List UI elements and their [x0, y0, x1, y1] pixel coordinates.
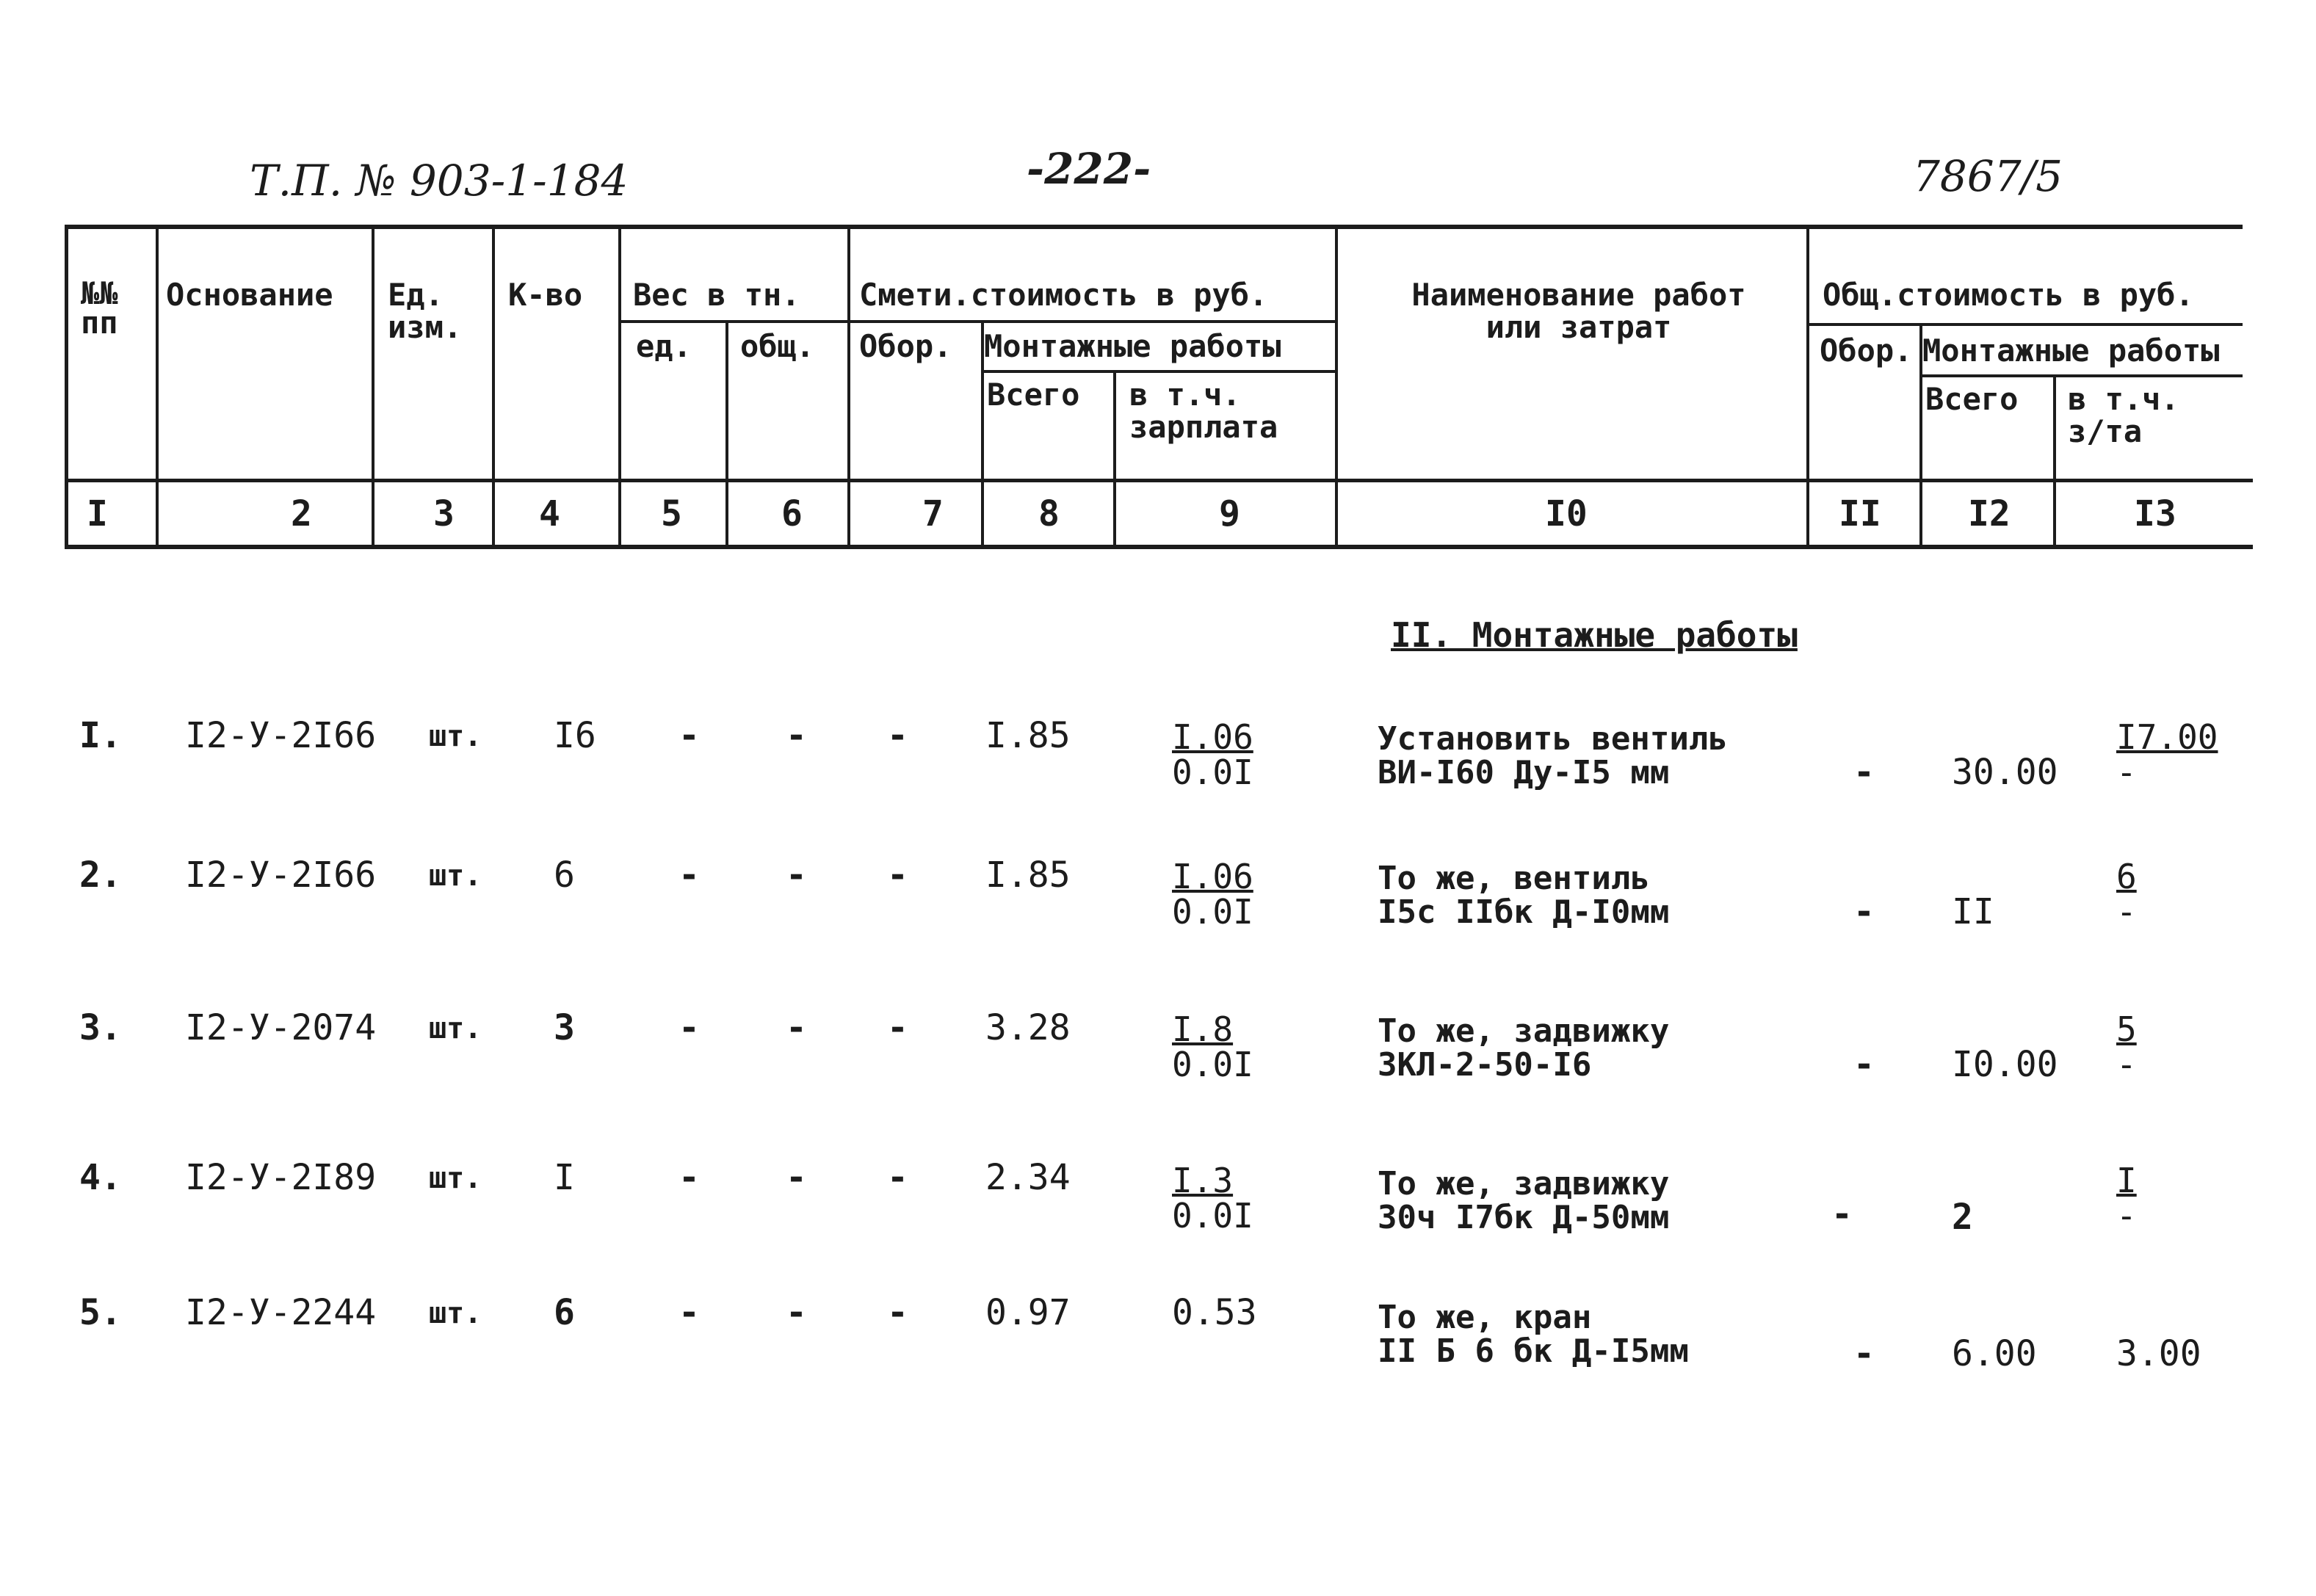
total-wage-numerator: 6 [2116, 857, 2137, 896]
row-basis: I2-У-2I89 [185, 1157, 377, 1198]
work-name-line2: II Б 6 бк Д-I5мм [1378, 1332, 1689, 1370]
wage-denominator: 0.0I [1172, 1045, 1253, 1084]
table-top-line [65, 225, 2243, 229]
total-wage-denominator: - [2116, 892, 2137, 932]
col-header-weight-total: общ. [740, 328, 815, 364]
table-mount-line [983, 370, 1335, 373]
row-equipment: - [887, 1007, 908, 1048]
row-total-installation: II [1952, 891, 1994, 932]
row-quantity: 6 [554, 1292, 575, 1333]
row-quantity: I6 [554, 715, 596, 756]
row-total-equipment: - [1853, 1044, 1875, 1085]
row-work-name [1378, 1012, 1670, 1084]
row-quantity: 6 [554, 855, 575, 896]
row-installation-wage [1172, 1161, 1253, 1236]
row-total-installation: 6.00 [1952, 1333, 2037, 1374]
table-mount-line-right [1921, 374, 2243, 377]
row-quantity: I [554, 1157, 575, 1198]
row-basis: I2-У-2I66 [185, 715, 377, 756]
col-header-total-installation: Монтажные работы [1922, 333, 2220, 369]
col-header-quantity: К-во [508, 277, 583, 313]
row-unit: шт. [429, 719, 482, 753]
table-numbers-top-line [65, 479, 2253, 482]
col-number: 4 [539, 493, 560, 534]
work-name-line2: ВИ-I60 Ду-I5 мм [1378, 754, 1670, 791]
col-line [1113, 370, 1116, 548]
row-number: I. [79, 715, 122, 756]
work-name-line2: ЗКЛ-2-50-I6 [1378, 1046, 1592, 1084]
work-name-line1: То же, задвижку [1378, 1165, 1670, 1203]
col-number: 6 [781, 493, 803, 534]
row-work-name [1378, 1167, 1669, 1235]
col-line [492, 225, 495, 548]
row-weight-total: - [786, 1157, 807, 1198]
row-installation-total: 3.28 [985, 1007, 1071, 1048]
document-code: 7867/5 [1913, 151, 2063, 201]
document-number: Т.П. № 903-1-184 [250, 156, 629, 206]
row-installation-wage [1172, 719, 1253, 790]
col-header-installation-total: Всего [987, 377, 1080, 413]
row-total-wage [2116, 857, 2137, 932]
row-total-wage [2116, 1161, 2137, 1236]
row-number: 3. [79, 1007, 122, 1048]
col-number: 8 [1038, 493, 1060, 534]
work-name-line1: То же, вентиль [1378, 860, 1650, 897]
row-weight-total: - [786, 1007, 807, 1048]
total-wage-denominator: - [2116, 1045, 2137, 1084]
col-number: I2 [1968, 493, 2011, 534]
col-number: 5 [661, 493, 682, 534]
total-wage-denominator: - [2116, 752, 2137, 792]
wage-denominator: 0.0I [1172, 1196, 1253, 1236]
col-header-unit: Ед. изм. [388, 277, 463, 345]
col-number: 3 [433, 493, 455, 534]
col-header-installation: Монтажные работы [984, 328, 1281, 364]
row-weight-unit: - [678, 715, 700, 756]
col-line [1806, 225, 1809, 548]
row-total-equipment: - [1853, 1333, 1875, 1374]
col-header-equipment: Обор. [859, 328, 952, 364]
total-wage-numerator: I [2116, 1161, 2137, 1200]
row-work-name [1378, 862, 1669, 929]
row-quantity: 3 [554, 1007, 575, 1048]
wage-numerator: I.06 [1172, 717, 1253, 757]
wage-denominator: 0.0I [1172, 752, 1253, 792]
row-basis: I2-У-2074 [185, 1007, 377, 1048]
table-bottom-line [65, 545, 2253, 549]
row-weight-unit: - [678, 855, 700, 896]
total-wage-numerator: 5 [2116, 1009, 2137, 1049]
wage-numerator: I.06 [1172, 857, 1253, 896]
row-weight-total: - [786, 1292, 807, 1333]
row-total-equipment: - [1853, 752, 1875, 793]
col-line [725, 320, 728, 548]
work-name-line2: I5с IIбк Д-I0мм [1378, 893, 1670, 931]
col-header-weight: Вес в тн. [633, 277, 800, 313]
row-weight-total: - [786, 715, 807, 756]
row-work-name [1378, 722, 1728, 790]
col-line [372, 225, 374, 548]
col-line [1335, 225, 1338, 548]
col-number: 2 [291, 493, 312, 534]
row-work-name [1378, 1301, 1689, 1368]
row-installation-wage [1172, 1009, 1253, 1084]
row-weight-total: - [786, 855, 807, 896]
col-header-total-installation-wage: в т.ч. з/та [2068, 381, 2179, 449]
section-title: II. Монтажные работы [1391, 615, 1798, 655]
col-header-number: №№ пп [81, 275, 118, 341]
row-weight-unit: - [678, 1157, 700, 1198]
col-line [156, 225, 159, 548]
row-total-wage: 3.00 [2116, 1333, 2201, 1374]
row-total-wage [2116, 1009, 2137, 1084]
col-number: I0 [1545, 493, 1588, 534]
row-unit: шт. [429, 1161, 482, 1195]
total-wage-denominator: - [2116, 1196, 2137, 1236]
row-equipment: - [887, 855, 908, 896]
row-installation-wage: 0.53 [1172, 1292, 1257, 1333]
wage-numerator: I.3 [1172, 1161, 1234, 1200]
col-line [847, 225, 850, 548]
col-header-weight-unit: ед. [636, 328, 692, 364]
row-unit: шт. [429, 859, 482, 893]
row-basis: I2-У-2244 [185, 1292, 377, 1333]
col-number: I3 [2134, 493, 2176, 534]
work-name-line2: 30ч I7бк Д-50мм [1378, 1199, 1670, 1236]
row-number: 2. [79, 855, 122, 896]
row-total-installation: 30.00 [1952, 752, 2058, 793]
row-total-installation: 2 [1952, 1197, 1973, 1238]
work-name-line1: Установить вентиль [1378, 720, 1728, 758]
row-installation-total: 2.34 [985, 1157, 1071, 1198]
row-basis: I2-У-2I66 [185, 855, 377, 896]
col-header-total-installation-total: Всего [1925, 381, 2019, 417]
col-line [618, 225, 621, 548]
row-installation-wage [1172, 857, 1253, 932]
col-number: I [87, 493, 108, 534]
col-header-basis: Основание [166, 277, 333, 313]
row-number: 4. [79, 1157, 122, 1198]
page-number: -222- [1027, 144, 1151, 194]
col-header-installation-wage: в т.ч. зарплата [1129, 377, 1278, 445]
row-equipment: - [887, 715, 908, 756]
row-installation-total: I.85 [985, 715, 1071, 756]
col-header-total-cost: Общ.стоимость в руб. [1823, 277, 2194, 313]
row-unit: шт. [429, 1012, 482, 1045]
wage-denominator: 0.0I [1172, 892, 1253, 932]
row-total-installation: I0.00 [1952, 1044, 2058, 1085]
wage-numerator: I.8 [1172, 1009, 1234, 1049]
row-total-wage [2116, 719, 2218, 790]
row-total-equipment: - [1853, 891, 1875, 932]
row-total-equipment: - [1831, 1194, 1853, 1235]
row-weight-unit: - [678, 1292, 700, 1333]
row-equipment: - [887, 1292, 908, 1333]
table-subhead-line-right [1808, 323, 2243, 326]
work-name-line1: То же, задвижку [1378, 1012, 1670, 1050]
row-installation-total: 0.97 [985, 1292, 1071, 1333]
row-unit: шт. [429, 1296, 482, 1330]
total-wage-numerator: I7.00 [2116, 717, 2218, 757]
col-number: II [1839, 493, 1881, 534]
col-line [2053, 374, 2056, 548]
col-header-work-name: Наименование работ или затрат [1411, 277, 1746, 345]
work-name-line1: То же, кран [1378, 1299, 1592, 1336]
row-equipment: - [887, 1157, 908, 1198]
row-number: 5. [79, 1292, 122, 1333]
col-header-estimated-cost: Смети.стоимость в руб. [859, 277, 1268, 313]
col-number: 9 [1219, 493, 1240, 534]
col-line [65, 225, 68, 548]
col-header-total-equipment: Обор. [1820, 333, 1913, 369]
row-weight-unit: - [678, 1007, 700, 1048]
col-number: 7 [922, 493, 944, 534]
row-installation-total: I.85 [985, 855, 1071, 896]
